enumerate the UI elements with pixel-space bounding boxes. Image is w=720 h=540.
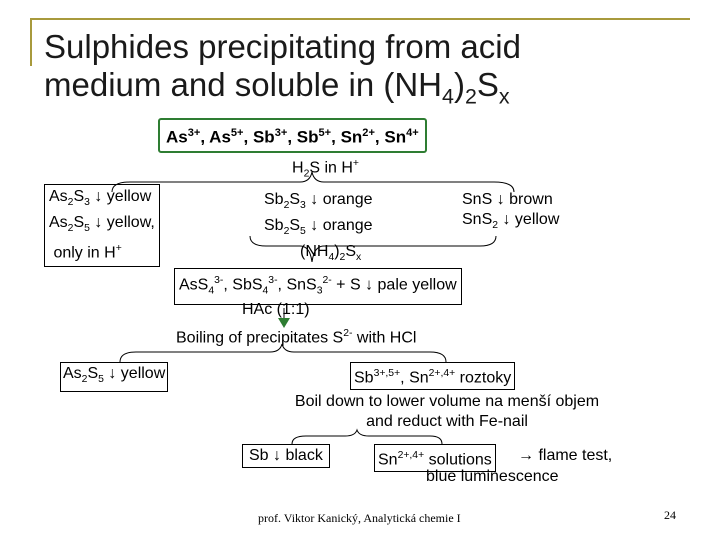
footer-author: prof. Viktor Kanický, Analytická chemie I — [258, 511, 461, 525]
thio-salts-box: AsS$_4^{3-}$, SbS$_4^{3-}$, SnS$_3^{2-}$ + S ↓ pale yellow — [174, 268, 462, 305]
flame-test-line-1: → flame test, — [518, 447, 613, 464]
sb2s3-line: $Sb_2S_3$ ↓ orange — [264, 191, 373, 212]
boil-down-line-2: and reduct with Fe-nail — [366, 413, 528, 430]
sn-solutions-box: $Sn^{2+,4+}$ solutions — [374, 444, 496, 472]
sb-sn-solution-box: $Sb^{3+,5+}$, $Sn^{2+,4+}$ roztoky — [350, 362, 515, 390]
title-line-1: Sulphides precipitating from acid — [44, 28, 521, 65]
branch-fe — [292, 430, 442, 444]
sns-line: SnS ↓ brown — [462, 191, 553, 208]
flame-test-line-2: blue luminescence — [426, 468, 559, 485]
sb2s5-line: $Sb_2S_5$ ↓ orange — [264, 217, 373, 238]
boiling-step: Boiling of precipitates $S^{2-}$ with HCl — [176, 328, 417, 347]
boil-down-line-1: Boil down to lower volume na menší objem — [294, 393, 600, 410]
reagent-nh4-2sx: $(NH_4)_2S_x$ — [300, 243, 362, 264]
antimony-sulphides — [264, 190, 373, 242]
only-in-h-line: only in H+ — [53, 243, 122, 262]
sns2-line: SnS$_2$ ↓ yellow — [462, 211, 560, 232]
reagent-h2s: $H_2S$ in H+ — [292, 158, 359, 180]
page-number: 24 — [664, 508, 676, 522]
title-line-2: medium and soluble in $(NH_4)_2S_x$ — [44, 66, 510, 109]
reagent-hac: HAc (1:1) — [242, 301, 310, 318]
tin-sulphides — [462, 190, 559, 236]
as2s5-residue-box: $As_2S_5$ ↓ yellow — [60, 362, 168, 392]
cation-list-box: $As^{3+}$, $As^{5+}$, $Sb^{3+}$, $Sb^{5+}$, $Sn^{2+}$, $Sn^{4+}$ — [158, 118, 427, 153]
as2s3-line: $As_2S_3$ ↓ yellow — [49, 188, 152, 209]
arsenic-sulphides-box — [44, 184, 160, 267]
boil-down-step — [274, 392, 620, 432]
sb-black-box: Sb ↓ black — [242, 444, 330, 468]
as2s5-line: $As_2S_5$ ↓ yellow, — [49, 214, 155, 235]
